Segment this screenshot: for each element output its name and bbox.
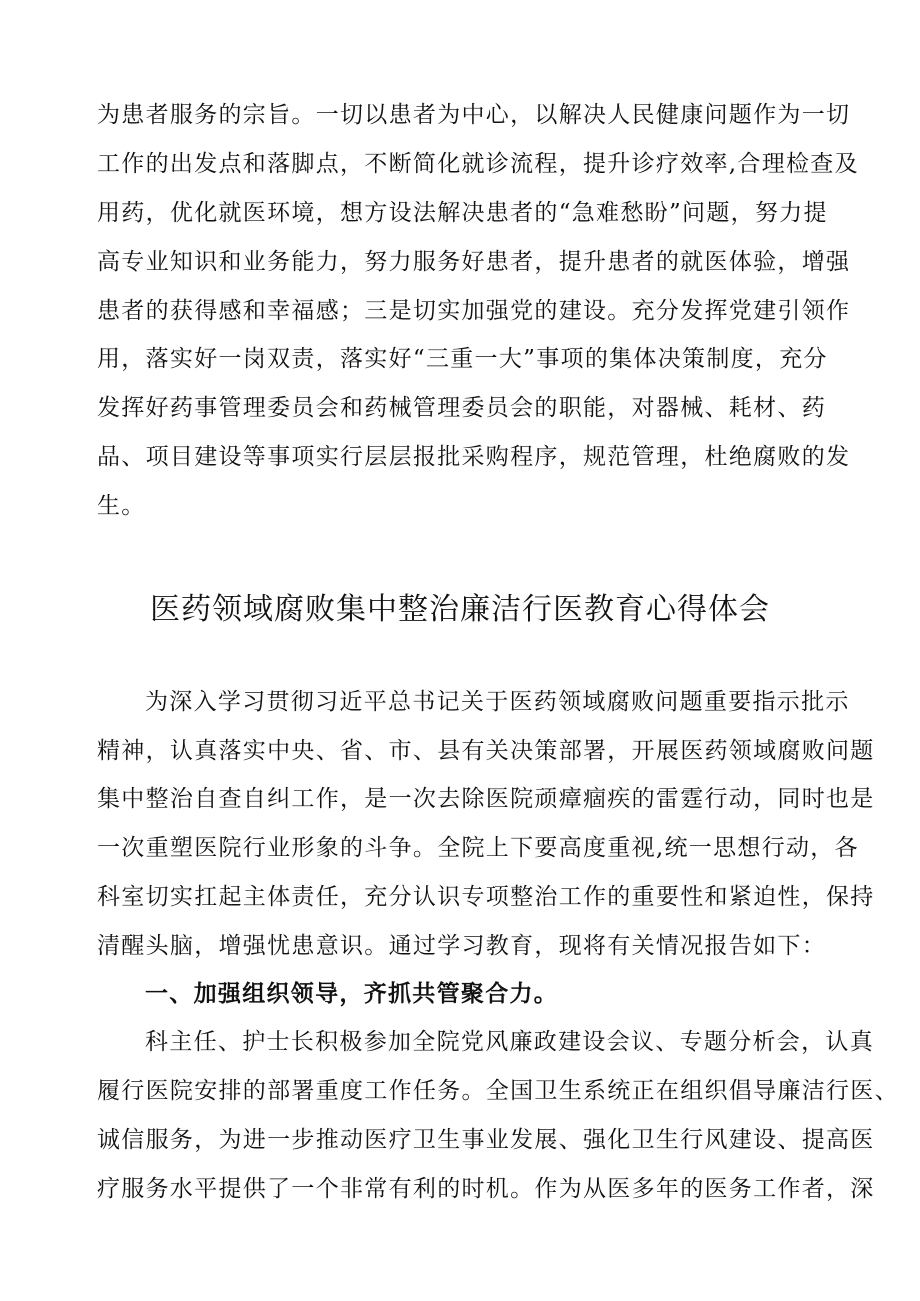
paragraph-line: 工作的出发点和落脚点，不断简化就诊流程，提升诊疗效率,合理检查及 [97,151,859,177]
paragraph-line: 高专业知识和业务能力，努力服务好患者，提升患者的就医体验，增强 [97,249,851,275]
document-title: 医药领域腐败集中整治廉洁行医教育心得体会 [150,592,770,627]
paragraph-line: 发挥好药事管理委员会和药械管理委员会的职能，对器械、耗材、药 [97,395,826,421]
paragraph-line: 为深入学习贯彻习近平总书记关于医药领域腐败问题重要指示批示 [145,689,850,715]
paragraph-line: 一次重塑医院行业形象的斗争。全院上下要高度重视,统一思想行动，各 [97,835,859,861]
paragraph-line: 科主任、护士长积极参加全院党风廉政建设会议、专题分析会，认真 [145,1029,874,1055]
paragraph-line: 疗服务水平提供了一个非常有利的时机。作为从医多年的医务工作者，深 [97,1176,875,1202]
paragraph-line: 清醒头脑，增强忧患意识。通过学习教育，现将有关情况报告如下： [97,933,826,959]
paragraph-line: 精神，认真落实中央、省、市、县有关决策部署，开展医药领域腐败问题 [97,738,875,764]
paragraph-line: 为患者服务的宗旨。一切以患者为中心，以解决人民健康问题作为一切 [97,102,851,128]
paragraph-line: 用，落实好一岗双责，落实好“三重一大”事项的集体决策制度，充分 [97,346,828,372]
paragraph-line: 用药，优化就医环境，想方设法解决患者的“急难愁盼”问题，努力提 [97,200,828,226]
paragraph-line: 科室切实扛起主体责任，充分认识专项整治工作的重要性和紧迫性，保持 [97,884,875,910]
paragraph-line: 患者的获得感和幸福感；三是切实加强党的建设。充分发挥党建引领作 [97,298,851,324]
section-heading: 一、加强组织领导，齐抓共管聚合力。 [145,981,559,1007]
paragraph-line: 集中整治自查自纠工作，是一次去除医院顽瘴痼疾的雷霆行动，同时也是 [97,786,875,812]
paragraph-line: 履行医院安排的部署重度工作任务。全国卫生系统正在组织倡导廉洁行医、 [97,1078,899,1104]
paragraph-line: 品、项目建设等事项实行层层报批采购程序，规范管理，杜绝腐败的发 [97,444,851,470]
paragraph-line: 生。 [97,493,146,519]
paragraph-line: 诚信服务，为进一步推动医疗卫生事业发展、强化卫生行风建设、提高医 [97,1127,875,1153]
